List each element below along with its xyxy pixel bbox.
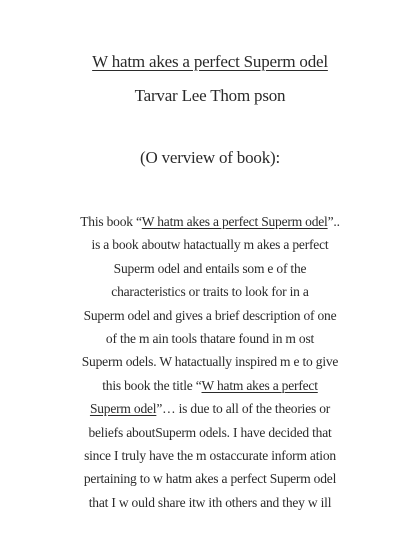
document-title: [0, 52, 420, 72]
book-title-reference-2a: W hatm akes a perfect: [201, 377, 318, 393]
body-line-2: is a book aboutw hatactually m akes a perfect: [91, 237, 329, 253]
body-line-10: beliefs aboutSuperm odels. I have decided that: [88, 424, 332, 440]
body-line-9: [40, 397, 380, 420]
body-line-8: [40, 374, 380, 397]
book-title-reference-2b: Superm odel: [89, 401, 157, 417]
body-line-1: [40, 210, 380, 233]
book-title-reference: W hatm akes a perfect Superm odel: [141, 214, 328, 229]
body-line-13: that I w ould share itw ith others and they w ill: [88, 494, 332, 510]
document-title-text: W hatm akes a perfect Superm odel: [92, 52, 328, 71]
overview-heading: (O verview of book):: [140, 148, 280, 167]
body-line-7: Superm odels. W hatactually inspired m e to give: [81, 354, 339, 370]
body-line-4: characteristics or traits to look for in a: [111, 284, 309, 300]
body-paragraph: [40, 210, 380, 514]
author-name: Tarvar Lee Thom pson: [134, 86, 286, 105]
body-line-11: since I truly have the m ostaccurate inform ation: [84, 448, 336, 464]
body-line-8-start: this book the title “: [102, 377, 202, 393]
body-line-1-end: ”..: [327, 214, 340, 229]
body-line-1-start: This book “: [80, 214, 142, 229]
body-line-12: pertaining to w hatm akes a perfect Superm odel: [83, 471, 337, 487]
body-line-6: of the m ain tools thatare found in m ost: [105, 331, 315, 347]
body-line-9-end: ”… is due to all of the theories or: [156, 401, 331, 417]
body-line-3: Superm odel and entails som e of the: [113, 260, 307, 276]
body-line-5: Superm odel and gives a brief description of one: [83, 307, 337, 323]
